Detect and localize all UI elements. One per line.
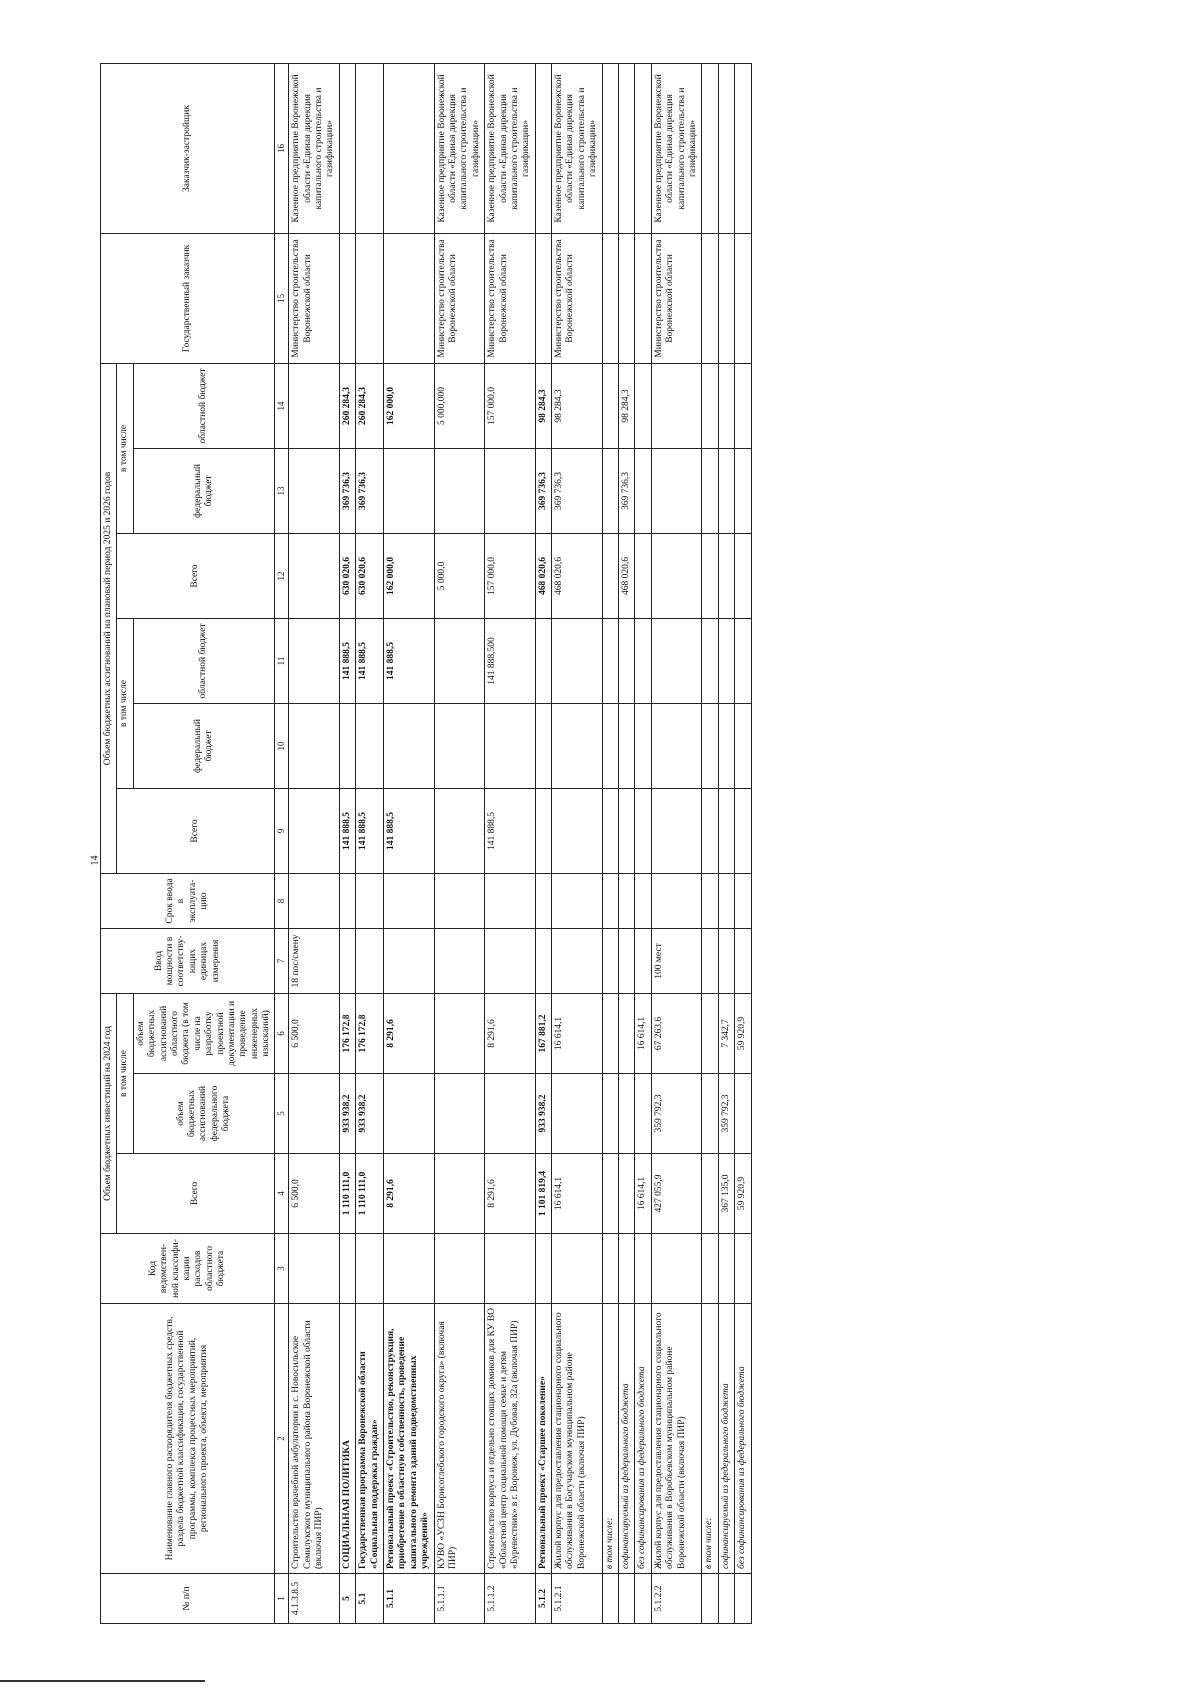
header-2025-fed: федеральный бюджет: [133, 703, 275, 788]
table-cell: 141 888,5: [384, 618, 435, 703]
table-cell: [718, 788, 734, 873]
table-cell: [619, 788, 635, 873]
table-cell: [619, 993, 635, 1073]
table-cell: 369 736,3: [339, 448, 355, 533]
table-cell: [485, 1234, 536, 1304]
table-cell: [535, 233, 551, 363]
table-cell: [384, 63, 435, 233]
table-cell: [384, 233, 435, 363]
table-cell: [602, 233, 618, 363]
table-cell: [434, 873, 485, 928]
table-cell: [356, 233, 384, 363]
table-row: [434, 63, 485, 1623]
col-num: 13: [275, 448, 289, 533]
table-cell: 7 342,7: [718, 993, 734, 1073]
table-cell: 141 888,5: [384, 788, 435, 873]
table-cell: [339, 928, 355, 993]
table-cell: [635, 873, 651, 928]
table-row: [356, 63, 384, 1623]
table-cell: [602, 448, 618, 533]
table-cell: 5.1.1.1: [434, 1574, 485, 1624]
table-row: [535, 63, 551, 1623]
header-code: Код ведомствен-ной классифи-кации расходов областного бюджета: [101, 1234, 275, 1304]
table-cell: [702, 873, 718, 928]
table-cell: софинансируемый из федерального бюджета: [718, 1304, 734, 1574]
table-cell: [289, 533, 340, 618]
table-cell: [535, 63, 551, 233]
column-number-row: [275, 63, 289, 1623]
col-num: 1: [275, 1574, 289, 1624]
header-2025-total: Всего: [117, 788, 275, 873]
table-cell: 5.1.1.2: [485, 1574, 536, 1624]
table-cell: 369 736,3: [356, 448, 384, 533]
table-row: [619, 63, 635, 1623]
table-cell: [651, 618, 702, 703]
table-cell: [735, 1234, 751, 1304]
table-cell: [356, 928, 384, 993]
table-cell: 16 614,1: [635, 1154, 651, 1234]
table-cell: 5.1.1: [384, 1574, 435, 1624]
table-row: [635, 63, 651, 1623]
table-cell: [384, 703, 435, 788]
col-num: 6: [275, 993, 289, 1073]
table-row: [289, 63, 340, 1623]
col-num: 8: [275, 873, 289, 928]
table-cell: [289, 1234, 340, 1304]
table-cell: [552, 703, 603, 788]
table-cell: 98 284,3: [552, 363, 603, 448]
col-num: 5: [275, 1074, 289, 1154]
header-name: Наименование главного распорядителя бюджетных средств, раздела бюджетной классификации, государственной программы, комплекса процессных мероприятий, регионального проекта, объекта, мероприятия: [101, 1304, 275, 1574]
table-cell: [434, 928, 485, 993]
table-cell: 5.1.2.1: [552, 1574, 603, 1624]
table-cell: [289, 703, 340, 788]
table-cell: [552, 928, 603, 993]
table-cell: [619, 63, 635, 233]
table-cell: 8 291,6: [485, 1154, 536, 1234]
col-num: 4: [275, 1154, 289, 1234]
table-cell: Строительство врачебной амбулатории в с. Новосильское Семилукского муниципального района Воронежской области (включая ПИР): [289, 1304, 340, 1574]
table-cell: [702, 63, 718, 233]
table-cell: [619, 1574, 635, 1624]
table-cell: 16 614,1: [552, 1154, 603, 1234]
table-cell: [718, 928, 734, 993]
table-cell: Министерство строительства Воронежской области: [552, 233, 603, 363]
table-cell: 18 пос/смену: [289, 928, 340, 993]
table-cell: 468 020,6: [619, 533, 635, 618]
table-cell: 157 000,0: [485, 533, 536, 618]
header-2025-obl: областной бюджет: [133, 618, 275, 703]
table-cell: 162 000,0: [384, 363, 435, 448]
table-cell: [735, 363, 751, 448]
table-cell: [702, 533, 718, 618]
table-cell: [702, 233, 718, 363]
table-cell: [535, 788, 551, 873]
table-cell: [735, 1074, 751, 1154]
table-cell: [384, 448, 435, 533]
header-plan: Объем бюджетных ассигнований на плановый период 2025 и 2026 годов: [101, 363, 117, 873]
header-developer: Заказчик-застройщик: [101, 63, 275, 233]
table-cell: 141 888,5: [356, 618, 384, 703]
table-cell: [718, 873, 734, 928]
table-cell: [635, 533, 651, 618]
table-cell: [384, 1074, 435, 1154]
table-cell: [619, 233, 635, 363]
table-cell: без софинансирования из федерального бюджета: [735, 1304, 751, 1574]
table-cell: [702, 1234, 718, 1304]
table-cell: [434, 1074, 485, 1154]
table-cell: [289, 788, 340, 873]
table-cell: КУВО «УСЗН Борисоглебского городского округа» (включая ПИР): [434, 1304, 485, 1574]
table-cell: Министерство строительства Воронежской области: [289, 233, 340, 363]
table-cell: [535, 873, 551, 928]
table-cell: [702, 928, 718, 993]
table-cell: [602, 1074, 618, 1154]
table-cell: 8 291,6: [485, 993, 536, 1073]
table-row: [702, 63, 718, 1623]
table-cell: [339, 873, 355, 928]
table-cell: [434, 618, 485, 703]
table-cell: [602, 703, 618, 788]
table-cell: 98 284,3: [535, 363, 551, 448]
table-cell: [339, 63, 355, 233]
table-cell: [602, 63, 618, 233]
table-cell: 167 881,2: [535, 993, 551, 1073]
table-cell: Казенное предприятие Воронежской области «Единая дирекция капитального строительства и газификации»: [651, 63, 702, 233]
table-cell: [339, 1234, 355, 1304]
col-num: 11: [275, 618, 289, 703]
table-cell: 8 291,6: [384, 993, 435, 1073]
table-cell: 933 938,2: [356, 1074, 384, 1154]
table-cell: [602, 788, 618, 873]
table-cell: 98 284,3: [619, 363, 635, 448]
budget-table: [100, 63, 752, 1624]
table-cell: Министерство строительства Воронежской области: [434, 233, 485, 363]
table-cell: 630 020,6: [356, 533, 384, 618]
table-cell: [702, 1074, 718, 1154]
table-cell: [602, 618, 618, 703]
table-cell: [718, 363, 734, 448]
table-cell: [602, 1574, 618, 1624]
table-cell: [718, 233, 734, 363]
table-cell: 427 055,9: [651, 1154, 702, 1234]
table-cell: [635, 703, 651, 788]
table-cell: 5 000,0: [434, 533, 485, 618]
table-cell: 141 888,5: [339, 618, 355, 703]
table-cell: 5.1: [356, 1574, 384, 1624]
col-num: 9: [275, 788, 289, 873]
budget-table-rotated: [100, 64, 1100, 1624]
table-cell: [384, 928, 435, 993]
table-cell: [635, 63, 651, 233]
header-2026-obl: областной бюджет: [133, 363, 275, 448]
table-cell: [289, 448, 340, 533]
table-cell: 468 020,6: [535, 533, 551, 618]
table-cell: [718, 63, 734, 233]
table-cell: [552, 873, 603, 928]
header-2026-total: Всего: [117, 533, 275, 618]
table-cell: [485, 928, 536, 993]
table-cell: 5 000,000: [434, 363, 485, 448]
table-cell: Министерство строительства Воронежской области: [651, 233, 702, 363]
table-cell: [735, 788, 751, 873]
table-cell: Жилой корпус для предоставления стационарного социального обслуживания в Богучарском муниципальном районе Воронежской области (включая ПИР): [552, 1304, 603, 1574]
table-cell: [702, 1574, 718, 1624]
table-cell: [635, 233, 651, 363]
table-cell: [384, 873, 435, 928]
table-cell: [735, 703, 751, 788]
table-cell: [552, 1074, 603, 1154]
table-cell: 59 920,9: [735, 1154, 751, 1234]
table-cell: [384, 1234, 435, 1304]
table-cell: в том числе:: [702, 1304, 718, 1574]
table-cell: [602, 928, 618, 993]
table-cell: Казенное предприятие Воронежской области «Единая дирекция капитального строительства и газификации»: [434, 63, 485, 233]
table-cell: [735, 233, 751, 363]
table-cell: [602, 873, 618, 928]
header-2024: Объем бюджетных инвестиций на 2024 год: [101, 993, 117, 1233]
table-cell: [434, 993, 485, 1073]
table-cell: 141 888,5: [485, 788, 536, 873]
table-cell: [485, 1074, 536, 1154]
table-cell: Министерство строительства Воронежской области: [485, 233, 536, 363]
header-power: Ввод мощности в соответству-ющих единицах измерения: [101, 928, 275, 993]
table-cell: [535, 703, 551, 788]
table-cell: [289, 363, 340, 448]
table-cell: [289, 1074, 340, 1154]
header-2024-incl: в том числе: [117, 993, 133, 1153]
col-num: 16: [275, 63, 289, 233]
table-cell: [485, 448, 536, 533]
table-cell: [651, 1234, 702, 1304]
header-2024-total: Всего: [117, 1154, 275, 1234]
header-2026-incl: в том числе: [117, 363, 133, 533]
table-cell: Строительство корпуса и отдельно стоящих домиков для КУ ВО «Областной центр социальной помощи семье и детям «Буревестник» в г. Воронеж, ул. Дубовая, 32а (включая ПИР): [485, 1304, 536, 1574]
table-cell: [702, 993, 718, 1073]
table-cell: [619, 873, 635, 928]
table-cell: [702, 1154, 718, 1234]
table-cell: [434, 1234, 485, 1304]
table-cell: [651, 448, 702, 533]
table-cell: 141 888,5: [356, 788, 384, 873]
table-cell: 100 мест: [651, 928, 702, 993]
table-row: [735, 63, 751, 1623]
table-row: [384, 63, 435, 1623]
table-cell: 359 792,3: [651, 1074, 702, 1154]
table-cell: 59 920,9: [735, 993, 751, 1073]
table-cell: 359 792,3: [718, 1074, 734, 1154]
table-cell: [619, 703, 635, 788]
table-cell: Региональный проект «Старшее поколение»: [535, 1304, 551, 1574]
table-cell: [339, 703, 355, 788]
header-2025-incl: в том числе: [117, 618, 133, 788]
table-cell: 260 284,3: [356, 363, 384, 448]
table-cell: 5: [339, 1574, 355, 1624]
table-row: [651, 63, 702, 1623]
col-num: 14: [275, 363, 289, 448]
col-num: 15: [275, 233, 289, 363]
table-cell: [735, 928, 751, 993]
table-cell: [289, 618, 340, 703]
table-cell: 933 938,2: [535, 1074, 551, 1154]
table-cell: 157 000,0: [485, 363, 536, 448]
table-cell: Региональный проект «Строительство, реконструкция, приобретение в областную собственность, проведение капитального ремонта зданий подведомственных учреждений»: [384, 1304, 435, 1574]
table-cell: [635, 1234, 651, 1304]
table-cell: [356, 703, 384, 788]
table-row: [485, 63, 536, 1623]
table-cell: в том числе:: [602, 1304, 618, 1574]
table-cell: [434, 1154, 485, 1234]
table-cell: 141 888,5: [339, 788, 355, 873]
table-cell: [485, 873, 536, 928]
table-cell: [635, 1574, 651, 1624]
col-num: 10: [275, 703, 289, 788]
table-cell: [718, 618, 734, 703]
table-cell: 369 736,3: [535, 448, 551, 533]
table-cell: [735, 448, 751, 533]
table-cell: [619, 928, 635, 993]
table-cell: [602, 363, 618, 448]
table-cell: [702, 448, 718, 533]
table-cell: 6 500,0: [289, 1154, 340, 1234]
table-cell: [434, 703, 485, 788]
table-row: [339, 63, 355, 1623]
table-cell: 162 000,0: [384, 533, 435, 618]
table-cell: [619, 1074, 635, 1154]
table-cell: [635, 448, 651, 533]
col-num: 2: [275, 1304, 289, 1574]
table-cell: [718, 1574, 734, 1624]
table-cell: [651, 788, 702, 873]
table-cell: 1 110 111,0: [356, 1154, 384, 1234]
col-num: 3: [275, 1234, 289, 1304]
header-fed-assign: объем бюджетных ассигнований федерального бюджета: [133, 1074, 275, 1154]
table-cell: 1 101 819,4: [535, 1154, 551, 1234]
table-cell: [702, 618, 718, 703]
table-cell: 369 736,3: [552, 448, 603, 533]
table-cell: [735, 1574, 751, 1624]
col-num: 7: [275, 928, 289, 993]
table-cell: [485, 703, 536, 788]
table-cell: [635, 788, 651, 873]
table-cell: [602, 533, 618, 618]
table-cell: 5.1.2.2: [651, 1574, 702, 1624]
table-cell: [718, 1234, 734, 1304]
header-term: Срок ввода в эксплуата-цию: [101, 873, 275, 928]
table-cell: 933 938,2: [339, 1074, 355, 1154]
table-cell: [535, 1234, 551, 1304]
table-cell: [702, 788, 718, 873]
table-cell: [735, 873, 751, 928]
table-cell: 367 135,0: [718, 1154, 734, 1234]
table-cell: [602, 1234, 618, 1304]
table-cell: 16 614,1: [552, 993, 603, 1073]
table-cell: [619, 618, 635, 703]
scan-edge-line: [0, 1680, 205, 1682]
header-obl-assign: объем бюджетных ассигнований областного бюджета (в том числе на разработку проектной документации и проведение инженерных изысканий): [133, 993, 275, 1073]
table-cell: [619, 1154, 635, 1234]
col-num: 12: [275, 533, 289, 618]
table-cell: [651, 873, 702, 928]
table-cell: 5.1.2: [535, 1574, 551, 1624]
table-cell: [602, 1154, 618, 1234]
table-cell: [434, 788, 485, 873]
table-cell: [552, 1234, 603, 1304]
table-cell: [635, 363, 651, 448]
table-cell: [702, 363, 718, 448]
table-cell: [718, 448, 734, 533]
table-cell: [735, 63, 751, 233]
table-cell: [718, 703, 734, 788]
table-cell: СОЦИАЛЬНАЯ ПОЛИТИКА: [339, 1304, 355, 1574]
table-cell: Казенное предприятие Воронежской области «Единая дирекция капитального строительства и газификации»: [485, 63, 536, 233]
table-cell: 141 888,500: [485, 618, 536, 703]
table-cell: 4.1.3.8.5: [289, 1574, 340, 1624]
table-cell: софинансируемый из федерального бюджета: [619, 1304, 635, 1574]
table-cell: [702, 703, 718, 788]
table-cell: Жилой корпус для предоставления стационарного социального обслуживания в Воробьевском муниципальном районе Воронежской области (включая ПИР): [651, 1304, 702, 1574]
table-cell: [735, 618, 751, 703]
table-cell: 369 736,3: [619, 448, 635, 533]
table-cell: [718, 533, 734, 618]
table-cell: [735, 533, 751, 618]
table-cell: 6 500,0: [289, 993, 340, 1073]
table-row: [602, 63, 618, 1623]
table-cell: Государственная программа Воронежской области «Социальная поддержка граждан»: [356, 1304, 384, 1574]
table-cell: [602, 993, 618, 1073]
table-cell: 8 291,6: [384, 1154, 435, 1234]
table-cell: [535, 618, 551, 703]
header-num: № п/п: [101, 1574, 275, 1624]
table-cell: [552, 788, 603, 873]
table-row: [552, 63, 603, 1623]
table-cell: 67 263,6: [651, 993, 702, 1073]
table-cell: [651, 533, 702, 618]
table-cell: без софинансирования из федерального бюджета: [635, 1304, 651, 1574]
table-row: [718, 63, 734, 1623]
table-cell: 16 614,1: [635, 993, 651, 1073]
table-cell: Казенное предприятие Воронежской области «Единая дирекция капитального строительства и газификации»: [552, 63, 603, 233]
table-cell: [635, 1074, 651, 1154]
page-number: 14: [89, 855, 101, 866]
table-cell: [535, 928, 551, 993]
table-cell: 260 284,3: [339, 363, 355, 448]
table-cell: [619, 1234, 635, 1304]
table-cell: [356, 63, 384, 233]
table-cell: 176 172,8: [339, 993, 355, 1073]
header-customer: Государственный заказчик: [101, 233, 275, 363]
table-cell: [635, 618, 651, 703]
table-cell: 468 020,6: [552, 533, 603, 618]
table-cell: [356, 1234, 384, 1304]
table-cell: [651, 363, 702, 448]
table-cell: [635, 928, 651, 993]
table-cell: [651, 703, 702, 788]
table-cell: [356, 873, 384, 928]
header-2026-fed: федеральный бюджет: [133, 448, 275, 533]
table-cell: 1 110 111,0: [339, 1154, 355, 1234]
table-cell: [552, 618, 603, 703]
table-cell: [289, 873, 340, 928]
table-cell: 630 020,6: [339, 533, 355, 618]
table-cell: [434, 448, 485, 533]
table-cell: 176 172,8: [356, 993, 384, 1073]
table-cell: [339, 233, 355, 363]
table-cell: Казенное предприятие Воронежской области «Единая дирекция капитального строительства и газификации»: [289, 63, 340, 233]
